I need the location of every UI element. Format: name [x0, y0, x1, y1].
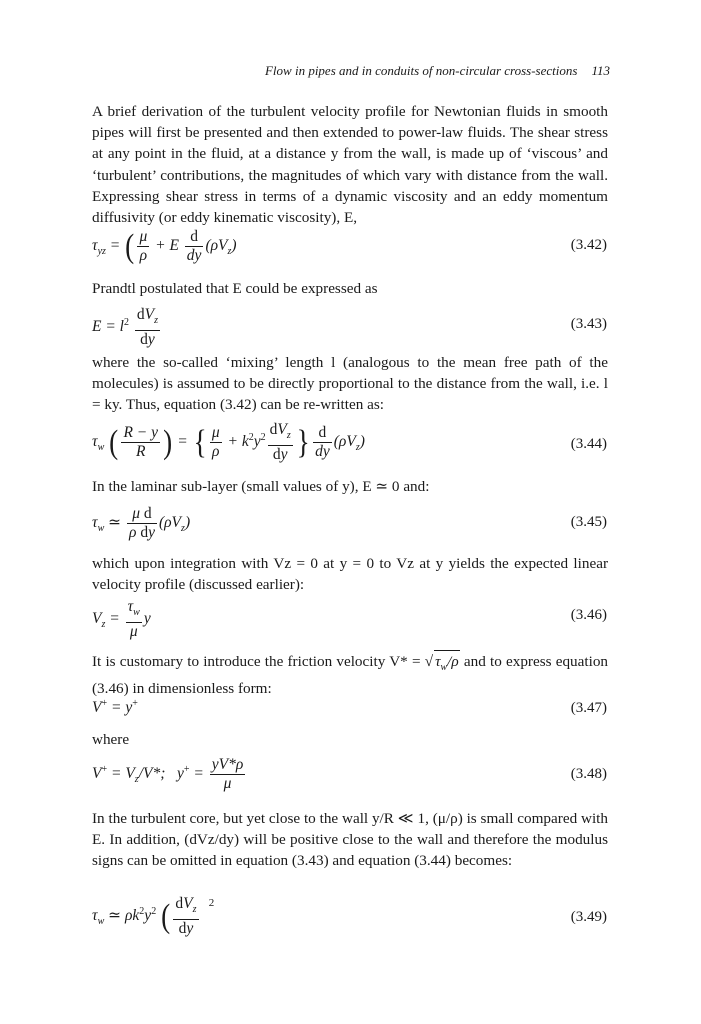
friction-velocity-text-after: and to express equation (3.46) in dimensionless form:	[92, 653, 609, 698]
equation-number-3-48: (3.48)	[570, 766, 607, 782]
equation-number-3-42: (3.42)	[570, 237, 607, 253]
paragraph-laminar: In the laminar sub-layer (small values of y), E ≃ 0 and:	[92, 478, 430, 495]
equation-number-3-45: (3.45)	[570, 514, 607, 530]
equation-3-44: $\tau_w$ ( $\frac{R - y}{R}$ ) = { $\frac{\mu}{\rho}$ + $k^2y^2$ $\frac{dV_z}{dy}$ } $\frac{d}{dy}$ $(\rho V_z)$	[92, 421, 365, 464]
equation-3-42: $\tau_{yz}$ = ( $\frac{\mu}{\rho}$ + E $\frac{d}{dy}$ $(\rho V_z)$	[92, 227, 237, 265]
paragraph-where: where	[92, 731, 130, 748]
running-header	[92, 63, 610, 79]
equation-number-3-43: (3.43)	[570, 316, 607, 332]
equation-number-3-46: (3.46)	[570, 607, 607, 623]
paragraph-friction-velocity: It is customary to introduce the friction velocity V* = √ $\tau_w/\rho$ and to express equation (3.46) in dimensionless form:	[92, 650, 608, 699]
paragraph-intro: A brief derivation of the turbulent velocity profile for Newtonian fluids in smooth pipes will first be presented and then extended to power-law fluids. The shear stress at any point in the fluid, at a distance y from the wall, is made up of ‘viscous’ and ‘turbulent’ contributions, the magnitudes of which vary with distance from the wall. Expressing shear stress in terms of a dynamic viscosity and an eddy momentum diffusivity (or eddy kinematic viscosity), E,	[92, 103, 608, 227]
equation-number-3-49: (3.49)	[570, 909, 607, 925]
friction-velocity-text-before: It is customary to introduce the friction velocity V* =	[92, 653, 421, 670]
paragraph-mixing-length: where the so-called ‘mixing’ length l (analogous to the mean free path of the molecules) is assumed to be directly proportional to the distance from the wall, i.e. l = ky. Thus, equation (3.42) can be re-written as:	[92, 354, 608, 414]
equation-number-3-44: (3.44)	[570, 436, 607, 452]
page-number: 113	[591, 63, 610, 78]
equation-3-49: $\tau_w$ ≃ $\rho k^2y^2$ ( $\frac{dV_z}{dy}$ $^2$	[92, 895, 215, 938]
paragraph-turbulent-core: In the turbulent core, but yet close to the wall y/R ≪ 1, (μ/ρ) is small compared with E. In addition, (dVz/dy) will be positive close to the wall and therefore the modulus signs can be omitted in equation (3.43) and equation (3.44) becomes:	[92, 810, 608, 870]
equation-3-47: V+ = y+	[92, 698, 138, 717]
paragraph-prandtl: Prandtl postulated that E could be expressed as	[92, 280, 378, 297]
paragraph-integration: which upon integration with Vz = 0 at y = 0 to Vz at y yields the expected linear velocity profile (discussed earlier):	[92, 555, 608, 594]
equation-3-43: $E = l^2$ $\frac{dV_z}{dy}$	[92, 306, 158, 349]
equation-number-3-47: (3.47)	[570, 700, 607, 716]
running-title: Flow in pipes and in conduits of non-circular cross-sections	[264, 63, 578, 78]
equation-3-45: $\tau_w$ ≃ $\frac{\text{μ d}}{\text{ρ dy}}$ $(\rho V_z)$	[92, 505, 191, 541]
equation-3-48: $V^+ = V_z/V*$; y+ = $\frac{yV*\rho}{\mu}$	[92, 756, 244, 792]
equation-3-46: $V_z$ = $\frac{\tau_w}{\mu}$ y	[92, 598, 151, 641]
